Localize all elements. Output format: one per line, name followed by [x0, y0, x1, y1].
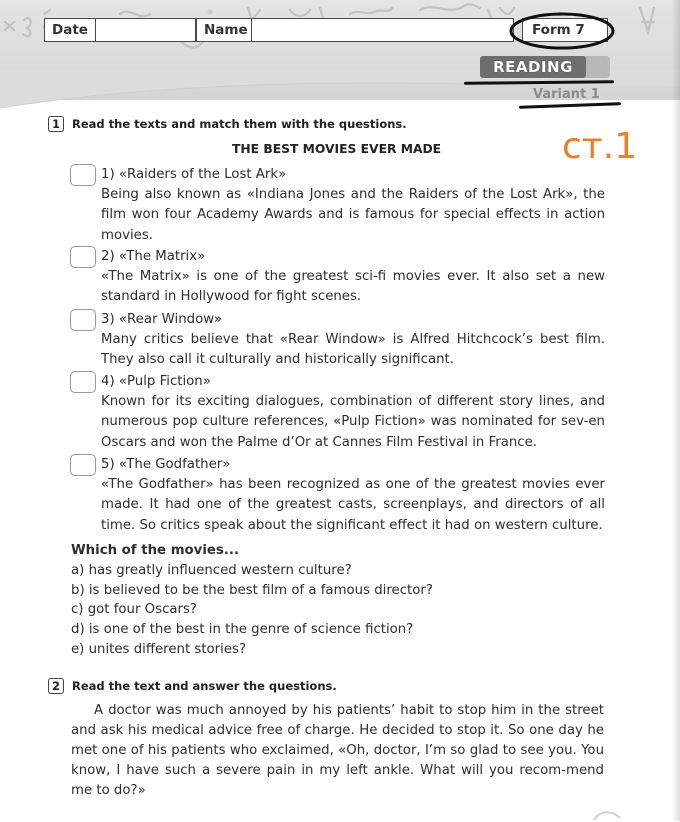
date-label: Date	[52, 22, 88, 38]
text-title: THE BEST MOVIES EVER MADE	[232, 142, 442, 156]
question-item: d) is one of the best in the genre of science fiction?	[71, 622, 414, 638]
name-label: Name	[204, 22, 248, 38]
reading-badge-text: READING	[493, 58, 573, 76]
task2-number: 2	[48, 678, 64, 694]
question-item: e) unites different stories?	[71, 641, 246, 657]
match-checkbox-3[interactable]	[70, 309, 96, 331]
task1-number: 1	[48, 116, 64, 132]
reading-badge-tail	[584, 56, 610, 78]
question-item: c) got four Oscars?	[71, 602, 197, 618]
reading-section-badge	[480, 56, 586, 78]
page-corner-mark	[592, 808, 622, 822]
match-checkbox-2[interactable]	[70, 246, 96, 268]
movie-item-text	[101, 165, 605, 246]
date-blank[interactable]	[95, 19, 195, 41]
page-edge-shadow	[672, 0, 680, 821]
movie-description: «The Matrix» is one of the greatest sci-fi movies ever. It also set a new standard in Hollywood for fight scenes.	[101, 269, 605, 305]
form-circle-mark	[508, 11, 616, 51]
form-label: Form 7	[532, 22, 585, 38]
movie-title: 2) «The Matrix»	[101, 249, 206, 264]
date-field[interactable]	[44, 18, 196, 42]
questions-list	[71, 541, 433, 660]
doctor-story-paragraph: A doctor was much annoyed by his patients’ habit to stop him in the street and ask his medical advice free of charge. He decided to stop it. So one day he met one of his patients who exclaimed, «Oh, doctor, I’m so glad to see you. You know, I have such a severe pain in my left ankle. What will you recom-mend me to do?»	[71, 703, 604, 798]
questions-heading: Which of the movies...	[71, 543, 239, 558]
movie-item-text	[101, 247, 605, 308]
question-item: b) is believed to be the best film of a famous director?	[71, 582, 433, 598]
variant-label: Variant 1	[533, 87, 600, 102]
movie-item-text	[101, 372, 605, 453]
movie-item-text	[101, 310, 605, 371]
movie-description: «The Godfather» has been recognized as one of the greatest movies ever made. It had one of the greatest casts, screenplays, and directors of all time. So critics speak about the significant effect it had on western culture.	[101, 477, 605, 533]
movie-title: 3) «Rear Window»	[101, 312, 223, 327]
movie-title: 1) «Raiders of the Lost Ark»	[101, 167, 287, 182]
task2-instruction: Read the text and answer the questions.	[72, 679, 337, 693]
name-field[interactable]	[196, 18, 514, 42]
movie-description: Known for its exciting dialogues, combination of different story lines, and numerous pop culture references, «Pulp Fiction» was nominated for sev-en Oscars and won the Palme d’Or at Cannes Film Festival in France.	[101, 394, 605, 450]
movie-title: 4) «Pulp Fiction»	[101, 374, 211, 389]
movie-description: Many critics believe that «Rear Window» is Alfred Hitchcock’s best film. They also call it culturally and historically significant.	[101, 332, 605, 368]
handwritten-note: ст.1	[562, 126, 638, 167]
question-item: a) has greatly influenced western culture?	[71, 562, 352, 578]
match-checkbox-4[interactable]	[70, 371, 96, 393]
match-checkbox-5[interactable]	[70, 454, 96, 476]
name-blank[interactable]	[251, 19, 513, 41]
movie-description: Being also known as «Indiana Jones and the Raiders of the Lost Ark», the film won four Academy Awards and is famous for special effects in action movies.	[101, 187, 605, 243]
movie-item-text	[101, 455, 605, 536]
task1-instruction: Read the texts and match them with the questions.	[72, 117, 407, 131]
movie-title: 5) «The Godfather»	[101, 457, 231, 472]
match-checkbox-1[interactable]	[70, 164, 96, 186]
